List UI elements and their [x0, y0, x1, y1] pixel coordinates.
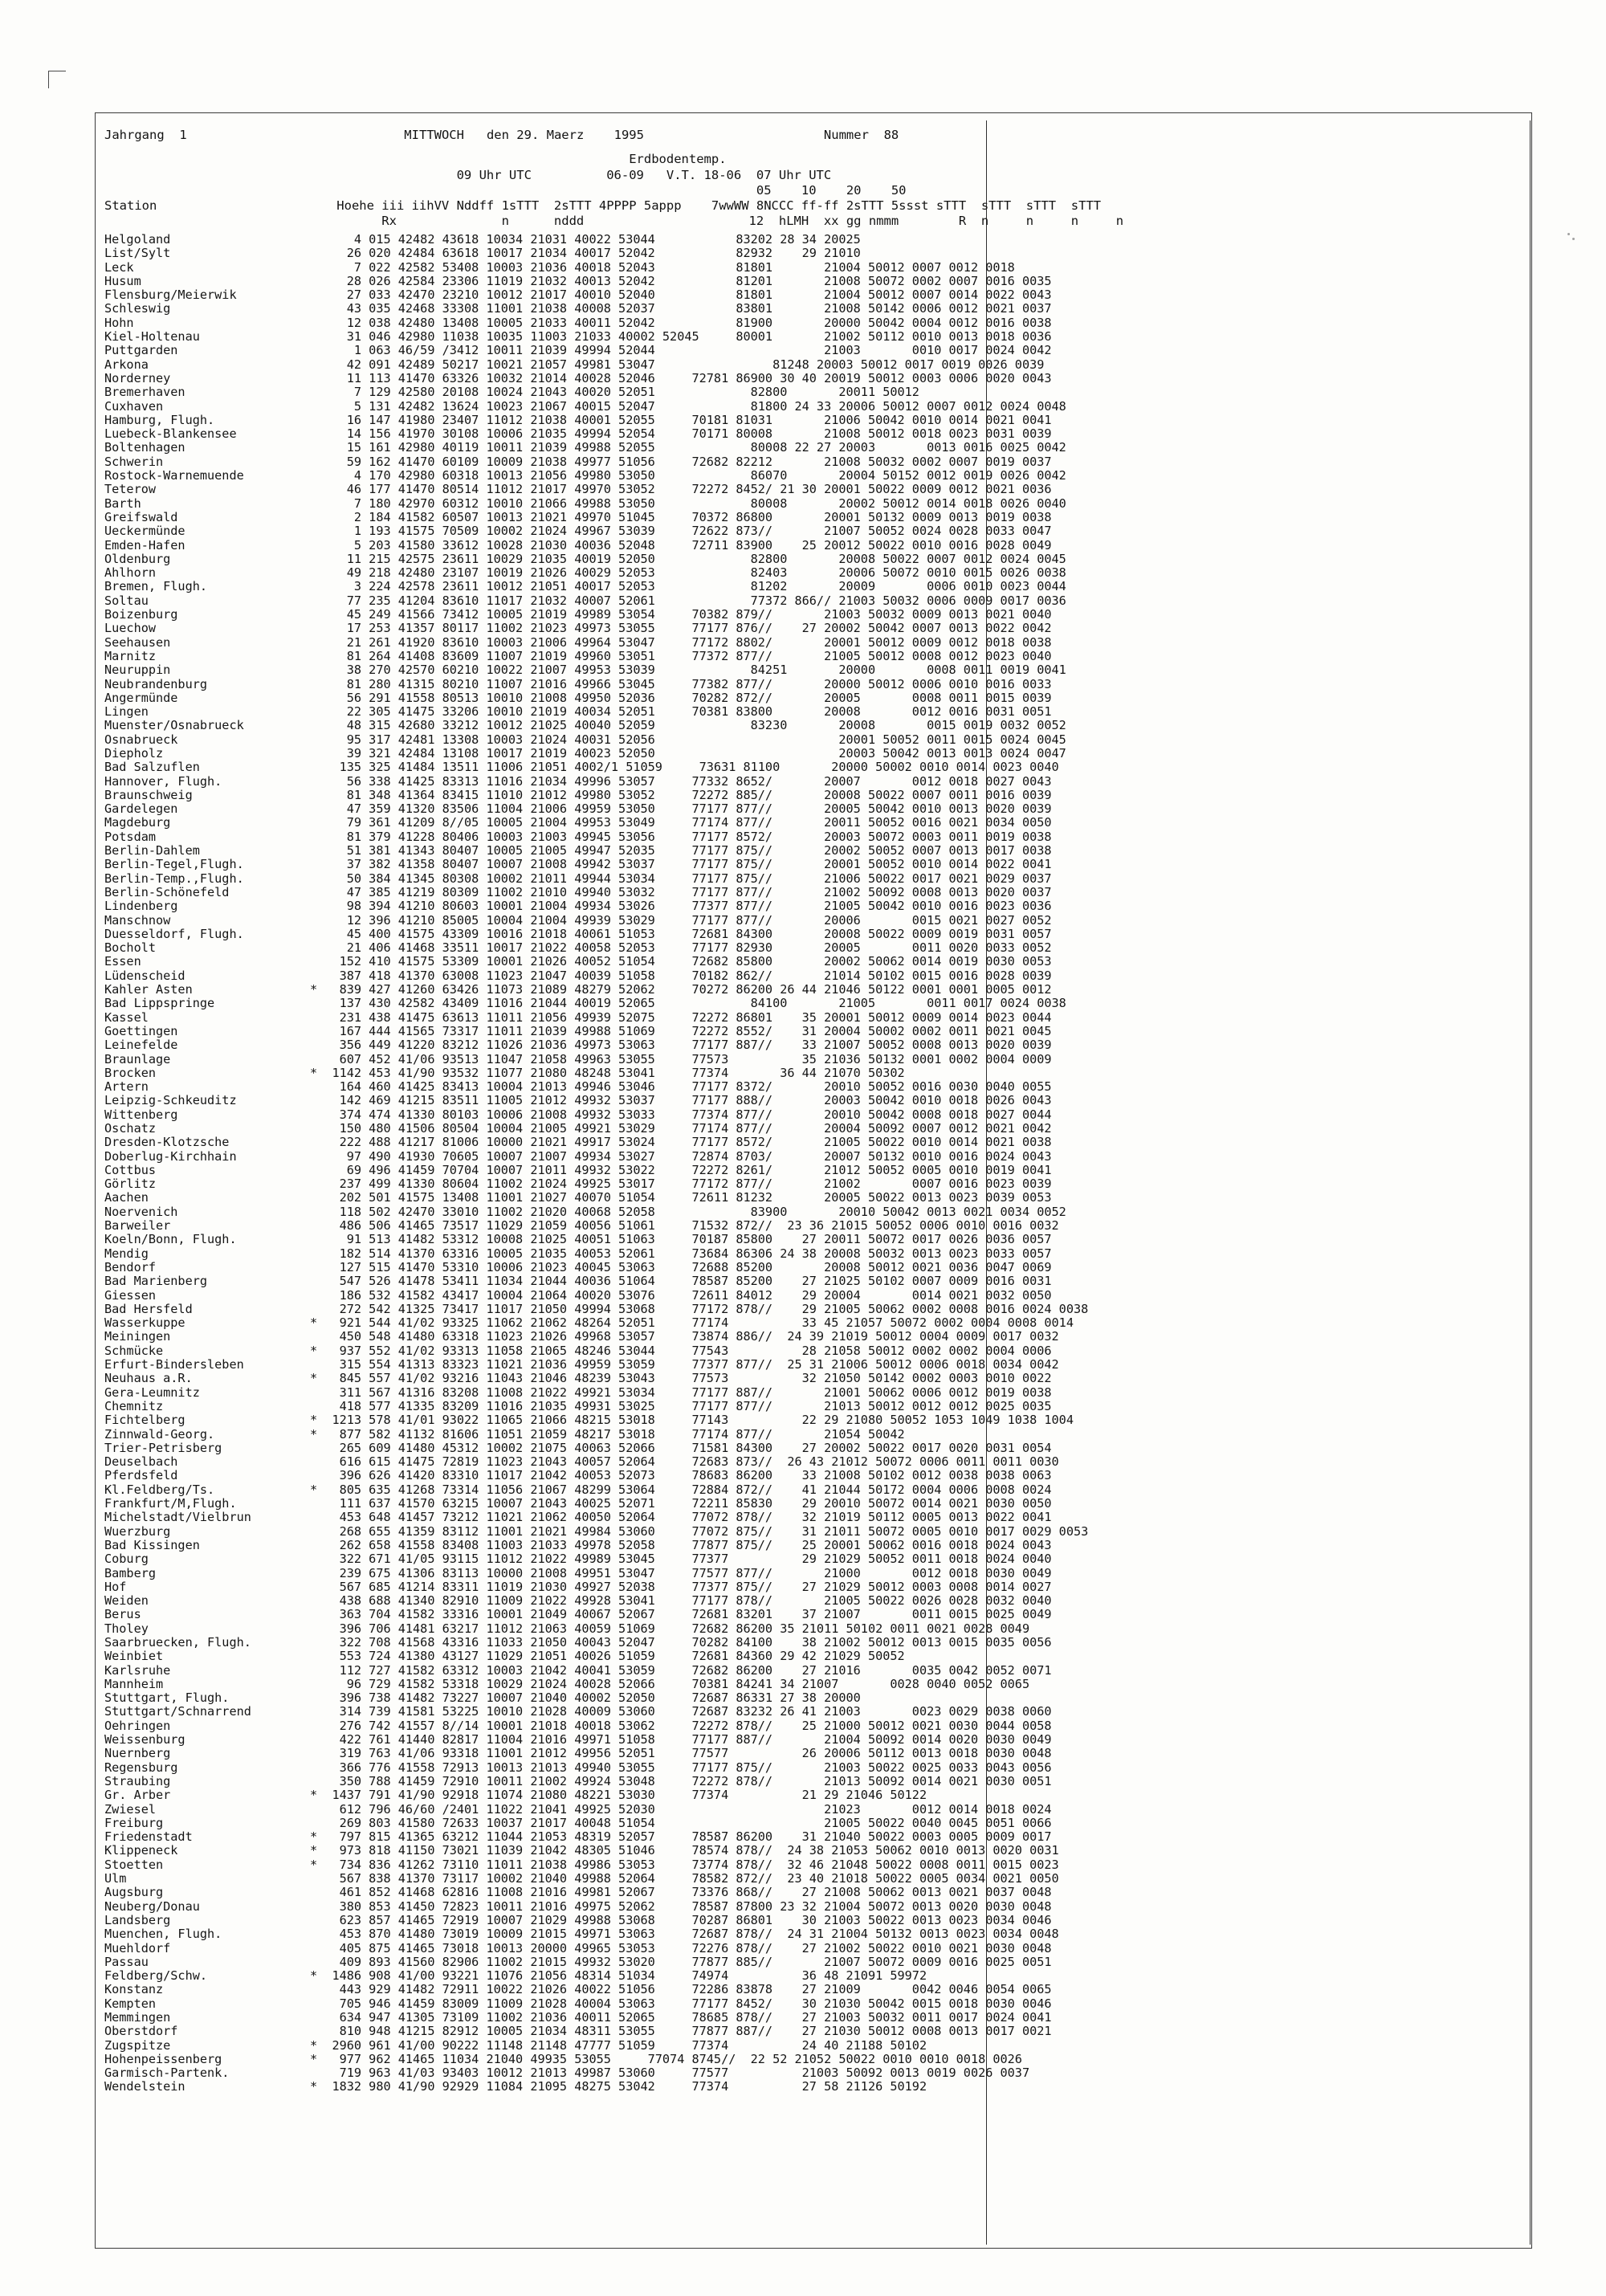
table-row: Schmücke * 937 552 41/02 93313 11058 21065 48246 53044 77543 28 21058 50012 0002 0002 0004 0006: [104, 1343, 1052, 1358]
registration-mark-top-left-v: [48, 71, 49, 88]
table-row: Memmingen 634 947 41305 73109 11002 21036 40011 52065 78685 878// 27 21003 50032 0011 0017 0024 0041: [104, 2010, 1052, 2025]
table-row: Husum 28 026 42584 23306 11019 21032 40013 52042 81201 21008 50072 0002 0007 0016 0035: [104, 273, 1052, 288]
table-row: Arkona 42 091 42489 50217 10021 21057 49981 53047 81248 20003 50012 0017 0019 0026 0039: [104, 357, 1045, 372]
table-row: Passau 409 893 41560 82906 11002 21015 49932 53020 77877 885// 21007 50072 0009 0016 0025 0051: [104, 1954, 1052, 1969]
table-row: Feldberg/Schw. * 1486 908 41/00 93221 11076 21056 48314 51034 74974 36 48 21091 59972: [104, 1968, 927, 1984]
table-row: Puttgarden 1 063 46/59 /3412 10011 21039 49994 52044 21003 0010 0017 0024 0042: [104, 343, 1052, 358]
date-prefix: den: [486, 128, 509, 142]
jahrgang-value: 1: [179, 128, 187, 142]
table-row: Soltau 77 235 41204 83610 11017 21032 40007 52061 77372 866// 21003 50032 0006 0009 0017 0036: [104, 593, 1066, 608]
table-row: Oschatz 150 480 41506 80504 10004 21005 49921 53029 77174 877// 20004 50092 0007 0012 0021 0042: [104, 1121, 1052, 1136]
table-row: Helgoland 4 015 42482 43618 10034 21031 40022 53044 83202 28 34 20025: [104, 232, 861, 247]
table-row: Manschnow 12 396 41210 85005 10004 21004 49939 53029 77177 877// 20006 0015 0021 0027 0052: [104, 912, 1052, 928]
table-row: Norderney 11 113 41470 63326 10032 21014 40028 52046 72781 86900 30 40 20019 50012 0003 0006 0020 0043: [104, 370, 1052, 385]
table-row: Hof 567 685 41214 83311 11019 21030 49927 52038 77377 875// 27 21029 50012 0003 0008 0014 0027: [104, 1579, 1052, 1594]
table-row: Michelstadt/Vielbrun 453 648 41457 73212 11021 21062 40050 52064 77072 878// 32 21019 50112 0005 0013 0022 0041: [104, 1510, 1052, 1525]
table-row: Duesseldorf, Flugh. 45 400 41575 43309 10016 21018 40061 51053 72681 84300 20008 50022 0009 0019 0031 0057: [104, 926, 1052, 941]
table-row: Muenchen, Flugh. 453 870 41480 73019 10009 21015 49971 53063 72687 878// 24 31 21004 50132 0013 0023 0034 0048: [104, 1927, 1059, 1942]
section-header-line2: 09 Uhr UTC 06-09 V.T. 18-06 07 Uhr UTC: [104, 168, 832, 182]
table-row: Leinefelde 356 449 41220 83212 11026 21036 49973 53063 77177 887// 33 21007 50052 0008 0013 0020 0039: [104, 1038, 1052, 1053]
table-row: Konstanz 443 929 41482 72911 10022 21026 40022 51056 72286 83878 27 21009 0042 0046 0054 0065: [104, 1982, 1052, 1997]
table-row: Hamburg, Flugh. 16 147 41980 23407 11012 21038 40001 52055 70181 81031 21006 50042 0010 0014 0021 0041: [104, 412, 1052, 427]
column-header-line0: 05 10 20 50: [104, 183, 907, 198]
table-row: Teterow 46 177 41470 80514 11012 21017 49970 53052 72272 8452/ 21 30 20001 50022 0009 0012 0021 0036: [104, 482, 1052, 497]
table-row: Stuttgart/Schnarrend 314 739 41581 53225 10010 21028 40009 53060 72687 83232 26 41 21003 0023 0029 0038 0060: [104, 1704, 1052, 1719]
table-row: Gardelegen 47 359 41320 83506 11004 21006 49959 53050 77177 877// 20005 50042 0010 0013 0020 0039: [104, 801, 1052, 817]
table-row: Coburg 322 671 41/05 93115 11012 21022 49989 53045 77377 29 21029 50052 0011 0018 0024 0040: [104, 1552, 1052, 1567]
table-row: Berlin-Dahlem 51 381 41343 80407 10005 21005 49947 52035 77177 875// 20002 50052 0007 0013 0017 0038: [104, 843, 1052, 858]
nummer-label: Nummer: [823, 128, 869, 142]
table-row: Wasserkuppe * 921 544 41/02 93325 11062 21062 48264 52051 77174 33 45 21057 50072 0002 0004 0008 0014: [104, 1315, 1074, 1331]
table-row: Ueckermünde 1 193 41575 70509 10002 21024 49967 53039 72622 873// 21007 50052 0024 0028 0033 0047: [104, 524, 1052, 539]
table-row: Marnitz 81 264 41408 83609 11007 21019 49960 53051 77372 877// 21005 50012 0008 0012 0023 0040: [104, 648, 1052, 663]
table-row: Kempten 705 946 41459 83009 11009 21028 40004 53063 77177 8452/ 30 21030 50042 0015 0018 0030 0046: [104, 1996, 1052, 2011]
table-row: Osnabrueck 95 317 42481 13308 10003 21024 40031 52056 20001 50052 0011 0015 0024 0045: [104, 732, 1066, 747]
table-row: Karlsruhe 112 727 41582 63312 10003 21042 40041 53059 72682 86200 27 21016 0035 0042 0052 0071: [104, 1662, 1052, 1678]
table-row: Neuberg/Donau 380 853 41450 72823 10011 21016 49975 52062 78587 87800 23 32 21004 50072 0013 0020 0030 0048: [104, 1898, 1052, 1914]
table-row: Hohn 12 038 42480 13408 10005 21033 40011 52042 81900 20000 50042 0004 0012 0016 0038: [104, 315, 1052, 330]
table-row: Bad Hersfeld 272 542 41325 73417 11017 21050 49994 53068 77172 878// 29 21005 50062 0002 0008 0016 0024 0038: [104, 1301, 1089, 1316]
table-row: Kiel-Holtenau 31 046 42980 11038 10035 11003 21033 40002 52045 80001 21002 50112 0010 0013 0018 0036: [104, 329, 1052, 345]
table-row: Kl.Feldberg/Ts. * 805 635 41268 73314 11056 21067 48299 53064 72884 872// 41 21044 50172 0004 0006 0008 0024: [104, 1482, 1052, 1497]
nummer-value: 88: [883, 128, 899, 142]
table-row: Boltenhagen 15 161 42980 40119 10011 21039 49988 52055 80008 22 27 20003 0013 0016 0025 0042: [104, 440, 1066, 455]
table-row: Gera-Leumnitz 311 567 41316 83208 11008 21022 49921 53034 77177 887// 21001 50062 0006 0012 0019 0038: [104, 1385, 1052, 1400]
table-row: Deuselbach 616 615 41475 72819 11023 21043 40057 52064 72683 873// 26 43 21012 50072 0006 0011 0011 0030: [104, 1454, 1059, 1470]
table-row: List/Sylt 26 020 42484 63618 10017 21034 40017 52042 82932 29 21010: [104, 246, 861, 261]
table-row: Friedenstadt * 797 815 41365 63212 11044 21053 48319 52057 78587 86200 31 21040 50022 0003 0005 0009 0017: [104, 1829, 1052, 1845]
table-row: Mannheim 96 729 41582 53318 10029 21024 40028 52066 70381 84241 34 21007 0028 0040 0052 0065: [104, 1676, 1030, 1691]
table-row: Oehringen 276 742 41557 8//14 10001 21018 40018 53062 72272 878// 25 21000 50012 0021 0030 0044 0058: [104, 1718, 1052, 1733]
table-row: Augsburg 461 852 41468 62816 11008 21016 49981 52067 73376 868// 27 21008 50062 0013 0021 0037 0048: [104, 1885, 1052, 1900]
table-row: Fichtelberg * 1213 578 41/01 93022 11065 21066 48215 53018 77143 22 29 21080 50052 1053 1049 1038 1004: [104, 1413, 1074, 1428]
table-row: Wendelstein * 1832 980 41/90 92929 11084 21095 48275 53042 77374 27 58 21126 50192: [104, 2079, 927, 2094]
table-row: Frankfurt/M,Flugh. 111 637 41570 63215 10007 21043 40025 52071 72211 85830 29 20010 50072 0014 0021 0030 0050: [104, 1496, 1052, 1511]
table-row: Weinbiet 553 724 41380 43127 11029 21051 40026 51059 72681 84360 29 42 21029 50052: [104, 1649, 905, 1664]
table-row: Hannover, Flugh. 56 338 41425 83313 11016 21034 49996 53057 77332 8652/ 20007 0012 0018 0027 0043: [104, 773, 1052, 789]
table-row: Braunlage 607 452 41/06 93513 11047 21058 49963 53055 77573 35 21036 50132 0001 0002 0004 0009: [104, 1051, 1052, 1066]
table-row: Artern 164 460 41425 83413 10004 21013 49946 53046 77177 8372/ 20010 50052 0016 0030 0040 0055: [104, 1079, 1052, 1095]
table-row: Leipzig-Schkeuditz 142 469 41215 83511 11005 21012 49932 53037 77177 888// 20003 50042 0010 0018 0026 0043: [104, 1093, 1052, 1108]
table-row: Berlin-Schönefeld 47 385 41219 80309 11002 21010 49940 53032 77177 877// 21002 50092 0008 0013 0020 0037: [104, 884, 1052, 899]
table-row: Berus 363 704 41582 33316 10001 21049 40067 52067 72681 83201 37 21007 0011 0015 0025 0049: [104, 1607, 1052, 1622]
table-row: Boizenburg 45 249 41566 73412 10005 21019 49989 53054 70382 879// 21003 50032 0009 0013 0021 0040: [104, 607, 1052, 622]
table-row: Koeln/Bonn, Flugh. 91 513 41482 53312 10008 21025 40051 51063 70187 85800 27 20011 50072 0017 0026 0036 0057: [104, 1232, 1052, 1247]
table-row: Freiburg 269 803 41580 72633 10037 21017 40048 51054 21005 50022 0040 0045 0051 0066: [104, 1815, 1052, 1830]
table-row: Luechow 17 253 41357 80117 11002 21023 49973 53055 77177 876// 27 20002 50042 0007 0013 0022 0042: [104, 621, 1052, 636]
table-row: Barth 7 180 42970 60312 10010 21066 49988 53050 80008 20002 50012 0014 0018 0026 0040: [104, 495, 1066, 511]
table-row: Berlin-Tegel,Flugh. 37 382 41358 80407 10007 21008 49942 53037 77177 875// 20001 50052 0010 0014 0022 0041: [104, 857, 1052, 872]
table-row: Bocholt 21 406 41468 33511 10017 21022 40058 52053 77177 82930 20005 0011 0020 0033 0052: [104, 940, 1052, 956]
table-row: Muehldorf 405 875 41465 73018 10013 20000 49965 53053 72276 878// 27 21002 50022 0010 0021 0030 0048: [104, 1940, 1052, 1955]
table-row: Stuttgart, Flugh. 396 738 41482 73227 10007 21040 40002 52050 72687 86331 27 38 20000: [104, 1690, 861, 1706]
table-row: Kahler Asten * 839 427 41260 63426 11073 21089 48279 52062 70272 86200 26 44 21046 50122 0001 0001 0005 0012: [104, 982, 1052, 997]
table-row: Lingen 22 305 41475 33206 10010 21019 40034 52051 70381 83800 20008 0012 0016 0031 0051: [104, 704, 1052, 720]
table-row: Zinnwald-Georg. * 877 582 41132 81606 11051 21059 48217 53018 77174 877// 21054 50042: [104, 1426, 905, 1442]
table-row: Landsberg 623 857 41465 72919 10007 21029 49988 53068 70287 86801 30 21003 50022 0013 0023 0034 0046: [104, 1912, 1052, 1927]
table-row: Dresden-Klotzsche 222 488 41217 81006 10000 21021 49917 53024 77177 8572/ 21005 50022 0010 0014 0021 0038: [104, 1135, 1052, 1150]
column-header-line2: Rx n nddd 12 hLMH xx gg nmmm R n n n n: [104, 214, 1124, 228]
table-row: Schwerin 59 162 41470 60109 10009 21038 49977 51056 72682 82212 21008 50032 0002 0007 0019 0037: [104, 454, 1052, 469]
table-row: Angermünde 56 291 41558 80513 10010 21008 49950 52036 70282 872// 20005 0008 0011 0015 0039: [104, 690, 1052, 705]
table-row: Barweiler 486 506 41465 73517 11029 21059 40056 51061 71532 872// 23 36 21015 50052 0006 0010 0016 0032: [104, 1218, 1059, 1234]
table-row: Görlitz 237 499 41330 80604 11002 21024 49925 53017 77172 877// 21002 0007 0016 0023 0039: [104, 1177, 1052, 1192]
table-row: Schleswig 43 035 42468 33308 11001 21038 40008 52037 83801 21008 50142 0006 0012 0021 0037: [104, 301, 1052, 316]
table-row: Garmisch-Partenk. 719 963 41/03 93403 10012 21013 49987 53060 77577 21003 50092 0013 0019 0026 0037: [104, 2066, 1030, 2081]
column-header-line1: Station Hoehe iii iihVV Nddff 1sTTT 2sTTT 4PPPP 5appp 7wwWW 8NCCC ff-ff 2sTTT 5ssst sTTT sTTT sTTT sTTT: [104, 198, 1102, 213]
table-row: Lüdenscheid 387 418 41370 63008 11023 21047 40039 51058 70182 862// 21014 50102 0015 0016 0028 0039: [104, 968, 1052, 983]
table-row: Lindenberg 98 394 41210 80603 10001 21004 49934 53026 77377 877// 21005 50042 0010 0016 0023 0036: [104, 899, 1052, 914]
weekday: MITTWOCH: [404, 128, 464, 142]
table-row: Oldenburg 11 215 42575 23611 10029 21035 40019 52050 82800 20008 50022 0007 0012 0024 0045: [104, 551, 1066, 566]
table-row: Meiningen 450 548 41480 63318 11023 21026 49968 53057 73874 886// 24 39 21019 50012 0004 0009 0017 0032: [104, 1329, 1059, 1344]
table-row: Stoetten * 734 836 41262 73110 11011 21038 49986 53053 73774 878// 32 46 21048 50022 0008 0011 0015 0023: [104, 1857, 1059, 1872]
table-row: Braunschweig 81 348 41364 83415 11010 21012 49980 53052 72272 885// 20008 50022 0007 0011 0016 0039: [104, 787, 1052, 802]
table-row: Wuerzburg 268 655 41359 83112 11001 21021 49984 53060 77072 875// 31 21011 50072 0005 0010 0017 0029 0053: [104, 1523, 1089, 1539]
year: 1995: [613, 128, 644, 142]
column-headers: [104, 183, 1518, 229]
table-row: Erfurt-Bindersleben 315 554 41313 83323 11021 21036 49959 53059 77377 877// 25 31 21006 50012 0006 0018 0034 0042: [104, 1357, 1059, 1372]
page-speck: [1567, 233, 1570, 235]
table-row: Klippeneck * 973 818 41150 73021 11039 21042 48305 51046 78574 878// 24 38 21053 50062 0010 0013 0020 0031: [104, 1843, 1059, 1858]
table-row: Nuernberg 319 763 41/06 93318 11001 21012 49956 52051 77577 26 20006 50112 0013 0018 0030 0048: [104, 1746, 1052, 1761]
page-speck-2: [1572, 238, 1575, 240]
table-row: Magdeburg 79 361 41209 8//05 10005 21004 49953 53049 77174 877// 20011 50052 0016 0021 0034 0050: [104, 815, 1052, 830]
table-row: Bad Salzuflen 135 325 41484 13511 11006 21051 4002/1 51059 73631 81100 20000 50002 0010 0014 0023 0040: [104, 760, 1059, 775]
table-row: Emden-Hafen 5 203 41580 33612 10028 21030 40036 52048 72711 83900 25 20012 50022 0010 0016 0028 0049: [104, 537, 1052, 553]
table-row: Neuhaus a.R. * 845 557 41/02 93216 11043 21046 48239 53043 77573 32 21050 50142 0002 0003 0010 0022: [104, 1371, 1052, 1386]
table-row: Mendig 182 514 41370 63316 10005 21035 40053 52061 73684 86306 24 38 20008 50032 0013 0023 0033 0057: [104, 1246, 1052, 1261]
section-headers: [104, 151, 1518, 183]
table-row: Bad Lippspringe 137 430 42582 43409 11016 21044 40019 52065 84100 21005 0011 0017 0024 0038: [104, 996, 1066, 1011]
table-row: Luebeck-Blankensee 14 156 41970 30108 10006 21035 49994 52054 70171 80008 21008 50012 0018 0023 0031 0039: [104, 426, 1052, 442]
table-row: Pferdsfeld 396 626 41420 83310 11017 21042 40053 52073 78683 86200 33 21008 50102 0012 0038 0038 0063: [104, 1468, 1052, 1483]
column-divider-right: [1530, 120, 1531, 2245]
table-row: Muenster/Osnabrueck 48 315 42680 33212 10012 21025 40040 52059 83230 20008 0015 0019 0032 0052: [104, 718, 1066, 733]
table-row: Bendorf 127 515 41470 53310 10006 21023 40045 53063 72688 85200 20008 50012 0021 0036 0047 0069: [104, 1259, 1052, 1274]
table-row: Seehausen 21 261 41920 83610 10003 21006 49964 53047 77172 8802/ 20001 50012 0009 0012 0018 0038: [104, 634, 1052, 650]
table-row: Weissenburg 422 761 41440 82817 11004 21016 49971 51058 77177 887// 21004 50092 0014 0020 0030 0049: [104, 1732, 1052, 1747]
table-row: Ulm 567 838 41370 73117 10002 21040 49988 52064 78582 872// 23 40 21018 50022 0005 0034 0021 0050: [104, 1871, 1059, 1886]
table-row: Bamberg 239 675 41306 83113 10000 21008 49951 53047 77577 877// 21000 0012 0018 0030 0049: [104, 1565, 1052, 1580]
table-row: Regensburg 366 776 41558 72913 10013 21013 49940 53055 77177 875// 21003 50022 0025 0033 0043 0056: [104, 1760, 1052, 1775]
table-row: Goettingen 167 444 41565 73317 11011 21039 49988 51069 72272 8552/ 31 20004 50002 0002 0011 0021 0045: [104, 1023, 1052, 1038]
table-row: Zugspitze * 2960 961 41/00 90222 11148 21148 47777 51059 77374 24 40 21188 50102: [104, 2037, 927, 2053]
station-data-table: [104, 233, 1526, 2094]
table-row: Bad Marienberg 547 526 41478 53411 11034 21044 40036 51064 78587 85200 27 21025 50102 0007 0009 0016 0031: [104, 1274, 1052, 1289]
table-row: Oberstdorf 810 948 41215 82912 10005 21034 48311 53055 77877 887// 27 21030 50012 0008 0013 0017 0021: [104, 2024, 1052, 2039]
table-row: Berlin-Temp.,Flugh. 50 384 41345 80308 10002 21011 49944 53034 77177 875// 21006 50022 0017 0021 0029 0037: [104, 871, 1052, 886]
table-row: Brocken * 1142 453 41/90 93532 11077 21080 48248 53041 77374 36 44 21070 50302: [104, 1065, 905, 1080]
jahrgang-label: Jahrgang: [104, 128, 165, 142]
page-header: [104, 127, 1518, 143]
table-row: Ahlhorn 49 218 42480 23107 10019 21026 40029 52053 82403 20006 50072 0010 0015 0026 0038: [104, 565, 1066, 581]
table-row: Straubing 350 788 41459 72910 10011 21002 49924 53048 72272 878// 21013 50092 0014 0021 0030 0051: [104, 1773, 1052, 1788]
table-row: Saarbruecken, Flugh. 322 708 41568 43316 11033 21050 40043 52047 70282 84100 38 21002 50012 0013 0015 0035 0056: [104, 1634, 1052, 1650]
table-row: Bad Kissingen 262 658 41558 83408 11003 21033 49978 52058 77877 875// 25 20001 50062 0016 0018 0024 0043: [104, 1537, 1052, 1552]
table-row: Leck 7 022 42582 53408 10003 21036 40018 52043 81801 21004 50012 0007 0012 0018: [104, 259, 1015, 275]
table-row: Cuxhaven 5 131 42482 13624 10023 21067 40015 52047 81800 24 33 20006 50012 0007 0012 0024 0048: [104, 398, 1066, 414]
table-row: Trier-Petrisberg 265 609 41480 45312 10002 21075 40063 52066 71581 84300 27 20002 50022 0017 0020 0031 0054: [104, 1440, 1052, 1455]
table-row: Cottbus 69 496 41459 70704 10007 21011 49932 53022 72272 8261/ 21012 50052 0005 0010 0019 0041: [104, 1162, 1052, 1177]
section-header-line1: Erdbodentemp.: [104, 152, 727, 166]
table-row: Kassel 231 438 41475 63613 11011 21056 49939 52075 72272 86801 35 20001 50012 0009 0014 0023 0044: [104, 1009, 1052, 1025]
table-row: Wittenberg 374 474 41330 80103 10006 21008 49932 53033 77374 877// 20010 50042 0008 0018 0027 0044: [104, 1107, 1052, 1122]
table-row: Bremen, Flugh. 3 224 42578 23611 10012 21051 40017 52053 81202 20009 0006 0010 0023 0044: [104, 579, 1066, 594]
table-row: Tholey 396 706 41481 63217 11012 21063 40059 51069 72682 86200 35 21011 50102 0011 0021 0028 0049: [104, 1621, 1030, 1636]
table-row: Chemnitz 418 577 41335 83209 11016 21035 49931 53025 77177 877// 21013 50012 0012 0012 0025 0035: [104, 1398, 1052, 1413]
date: 29. Maerz: [516, 128, 585, 142]
table-row: Zwiesel 612 796 46/60 /2401 11022 21041 49925 52030 21023 0012 0014 0018 0024: [104, 1801, 1052, 1817]
table-row: Potsdam 81 379 41228 80406 10003 21003 49945 53056 77177 8572/ 20003 50072 0003 0011 0019 0038: [104, 829, 1052, 844]
table-row: Giessen 186 532 41582 43417 10004 21064 40020 53076 72611 84012 29 20004 0014 0021 0032 0050: [104, 1287, 1052, 1303]
table-row: Neubrandenburg 81 280 41315 80210 11007 21016 49966 53045 77382 877// 20000 50012 0006 0010 0016 0033: [104, 676, 1052, 691]
table-row: Aachen 202 501 41575 13408 11001 21027 40070 51054 72611 81232 20005 50022 0013 0023 0039 0053: [104, 1190, 1052, 1205]
table-row: Gr. Arber * 1437 791 41/90 92918 11074 21080 48221 53030 77374 21 29 21046 50122: [104, 1788, 927, 1803]
table-row: Hohenpeissenberg * 977 962 41465 11034 21040 49935 53055 77074 8745// 22 52 21052 50022 0010 0010 0018 0026: [104, 2051, 1022, 2066]
table-row: Weiden 438 688 41340 82910 11009 21022 49928 53041 77177 878// 21005 50022 0026 0028 0032 0040: [104, 1593, 1052, 1609]
table-row: Diepholz 39 321 42484 13108 10017 21019 40023 52050 20003 50042 0013 0013 0024 0047: [104, 745, 1066, 761]
table-row: Essen 152 410 41575 53309 10001 21026 40052 51054 72682 85800 20002 50062 0014 0019 0030 0053: [104, 954, 1052, 969]
table-row: Doberlug-Kirchhain 97 490 41930 70605 10007 21007 49934 53027 72874 8703/ 20007 50132 0010 0016 0024 0043: [104, 1148, 1052, 1164]
table-row: Bremerhaven 7 129 42580 20108 10024 21043 40020 52051 82800 20011 50012: [104, 385, 919, 400]
table-row: Flensburg/Meierwik 27 033 42470 23210 10012 21017 40010 52040 81801 21004 50012 0007 0014 0022 0043: [104, 288, 1052, 303]
table-row: Neuruppin 38 270 42570 60210 10022 21007 49953 53039 84251 20000 0008 0011 0019 0041: [104, 663, 1066, 678]
table-row: Rostock-Warnemuende 4 170 42980 60318 10013 21056 49980 53050 86070 20004 50152 0012 0019 0026 0042: [104, 468, 1066, 483]
table-row: Greifswald 2 184 41582 60507 10013 21021 49970 51045 70372 86800 20001 50132 0009 0013 0019 0038: [104, 509, 1052, 524]
table-row: Noervenich 118 502 42470 33010 11002 21020 40068 52058 83900 20010 50042 0013 0021 0034 0052: [104, 1204, 1066, 1219]
